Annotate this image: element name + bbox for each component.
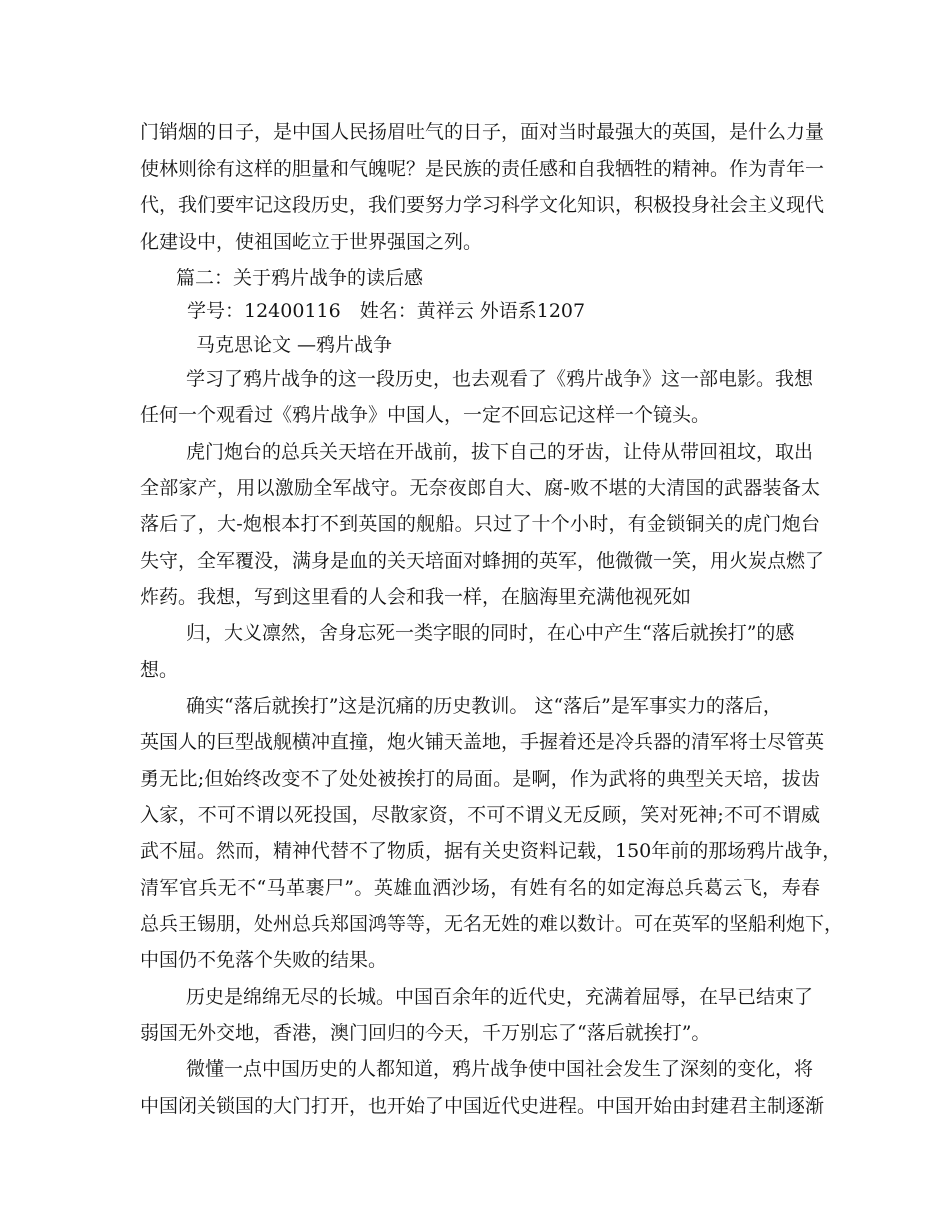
text-line: 学习了鸦片战争的这一段历史，也去观看了《鸦片战争》这一部电影。我想 <box>186 368 814 390</box>
text-line: 微懂一点中国历史的人都知道，鸦片战争使中国社会发生了深刻的变化，将 <box>186 1058 814 1080</box>
text-line: 中国闭关锁国的大门打开，也开始了中国近代史进程。中国开始由封建君主制逐渐 <box>140 1095 825 1117</box>
author-info: 学号：12400116 姓名：黄祥云 外语系1207 <box>187 300 586 322</box>
text-line: 炸药。我想，写到这里看的人会和我一样，在脑海里充满他视死如 <box>140 586 692 608</box>
text-line: 弱国无外交地，香港，澳门回归的今天，千万别忘了“落后就挨打”。 <box>140 1022 711 1044</box>
text-line: 总兵王锡朋，处州总兵郑国鸿等等，无名无姓的难以数计。可在英军的坚船利炮下， <box>140 913 844 935</box>
text-line: 清军官兵无不“马革裹尸”。英雄血洒沙场，有姓有名的如定海总兵葛云飞，寿春 <box>140 877 820 899</box>
text-line: 化建设中，使祖国屹立于世界强国之列。 <box>140 231 483 253</box>
text-line: 失守，全军覆没，满身是血的关天培面对蜂拥的英军，他微微一笑，用火炭点燃了 <box>140 550 825 572</box>
text-line: 使林则徐有这样的胆量和气魄呢？是民族的责任感和自我牺牲的精神。作为青年一 <box>140 158 825 180</box>
section-heading: 篇二：关于鸦片战争的读后感 <box>176 267 424 289</box>
text-line: 门销烟的日子，是中国人民扬眉吐气的日子，面对当时最强大的英国，是什么力量 <box>140 121 825 143</box>
text-line: 入家，不可不谓以死投国，尽散家资，不可不谓义无反顾，笑对死神;不可不谓威 <box>140 804 820 826</box>
text-line: 落后了，大-炮根本打不到英国的舰船。只过了十个小时，有金锁铜关的虎门炮台 <box>140 513 820 535</box>
text-line: 想。 <box>140 659 179 681</box>
text-line: 任何一个观看过《鸦片战争》中国人，一定不回忘记这样一个镜头。 <box>140 404 711 426</box>
text-line: 武不屈。然而，精神代替不了物质，据有关史资料记载，150年前的那场鸦片战争， <box>140 840 842 862</box>
text-line: 虎门炮台的总兵关天培在开战前，拔下自己的牙齿，让侍从带回祖坟，取出 <box>186 441 814 463</box>
essay-title: 马克思论文 —鸦片战争 <box>196 334 393 356</box>
text-line: 英国人的巨型战舰横冲直撞，炮火铺天盖地，手握着还是冷兵器的清军将士尽管英 <box>140 731 825 753</box>
text-line: 中国仍不免落个失败的结果。 <box>140 949 388 971</box>
text-line: 全部家产，用以激励全军战守。无奈夜郎自大、腐-败不堪的大清国的武器装备太 <box>140 477 820 499</box>
text-line: 确实“落后就挨打”这是沉痛的历史教训。 这“落后”是军事实力的落后， <box>186 695 782 717</box>
text-line: 勇无比;但始终改变不了处处被挨打的局面。是啊，作为武将的典型关天培，拔齿 <box>140 768 820 790</box>
text-line: 代，我们要牢记这段历史，我们要努力学习科学文化知识，积极投身社会主义现代 <box>140 194 825 216</box>
text-line: 历史是绵绵无尽的长城。中国百余年的近代史，充满着屈辱，在早已结束了 <box>186 986 814 1008</box>
text-line: 归，大义凛然，舍身忘死一类字眼的同时，在心中产生“落后就挨打”的感 <box>186 622 795 644</box>
